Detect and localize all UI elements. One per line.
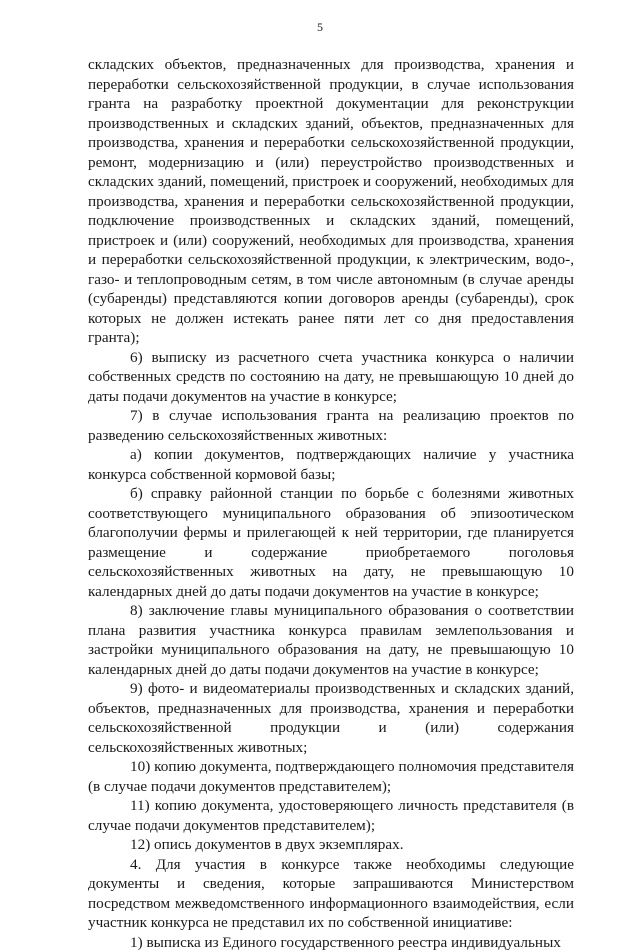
paragraph-item-9: 9) фото- и видеоматериалы производственных и складских зданий, объектов, предназначенных для производства, хранения и переработки сельскохозяйственной продукции и (или) содержания сельскохозяйственных животных;: [88, 679, 574, 757]
paragraph-item-11: 11) копию документа, удостоверяющего личность представителя (в случае подачи документов представителем);: [88, 796, 574, 835]
paragraph-item-10: 10) копию документа, подтверждающего полномочия представителя (в случае подачи документов представителем);: [88, 757, 574, 796]
page-number: 5: [0, 20, 640, 35]
paragraph-section-4: 4. Для участия в конкурсе также необходимы следующие документы и сведения, которые запрашиваются Министерством посредством межведомственного информационного взаимодействия, если участник конкурса не представил их по собственной инициативе:: [88, 855, 574, 933]
paragraph-section-4-item-1: 1) выписка из Единого государственного реестра индивидуальных: [88, 933, 574, 952]
paragraph-item-7: 7) в случае использования гранта на реализацию проектов по разведению сельскохозяйственных животных:: [88, 406, 574, 445]
paragraph-item-8: 8) заключение главы муниципального образования о соответствии плана развития участника конкурса правилам землепользования и застройки муниципального образования на дату, не превышающую 10 календарных дней до даты подачи документов на участие в конкурсе;: [88, 601, 574, 679]
paragraph-continuation: складских объектов, предназначенных для производства, хранения и переработки сельскохозяйственной продукции, в случае использования гранта на разработку проектной документации для реконструкции производственных и складских зданий, объектов, предназначенных для производства, хранения и переработки сельскохозяйственной продукции, ремонт, модернизацию и (или) переустройство производственных и складских зданий, помещений, пристроек и сооружений, необходимых для производства, хранения и переработки сельскохозяйственной продукции, подключение производственных и складских зданий, помещений, пристроек и (или) сооружений, необходимых для производства, хранения и переработки сельскохозяйственной продукции, к электрическим, водо-, газо- и теплопроводным сетям, в том числе автономным (в случае аренды (субаренды) представляются копии договоров аренды (субаренды), срок которых не должен истекать ранее пяти лет со дня предоставления гранта);: [88, 55, 574, 348]
paragraph-item-7b: б) справку районной станции по борьбе с болезнями животных соответствующего муниципального образования об эпизоотическом благополучии фермы и прилегающей к ней территории, где планируется размещение и содержание приобретаемого поголовья сельскохозяйственных животных на дату, не превышающую 10 календарных дней до даты подачи документов на участие в конкурсе;: [88, 484, 574, 601]
paragraph-item-6: 6) выписку из расчетного счета участника конкурса о наличии собственных средств по состоянию на дату, не превышающую 10 дней до даты подачи документов на участие в конкурсе;: [88, 348, 574, 407]
paragraph-item-7a: а) копии документов, подтверждающих наличие у участника конкурса собственной кормовой базы;: [88, 445, 574, 484]
paragraph-item-12: 12) опись документов в двух экземплярах.: [88, 835, 574, 855]
document-body: [88, 55, 574, 952]
